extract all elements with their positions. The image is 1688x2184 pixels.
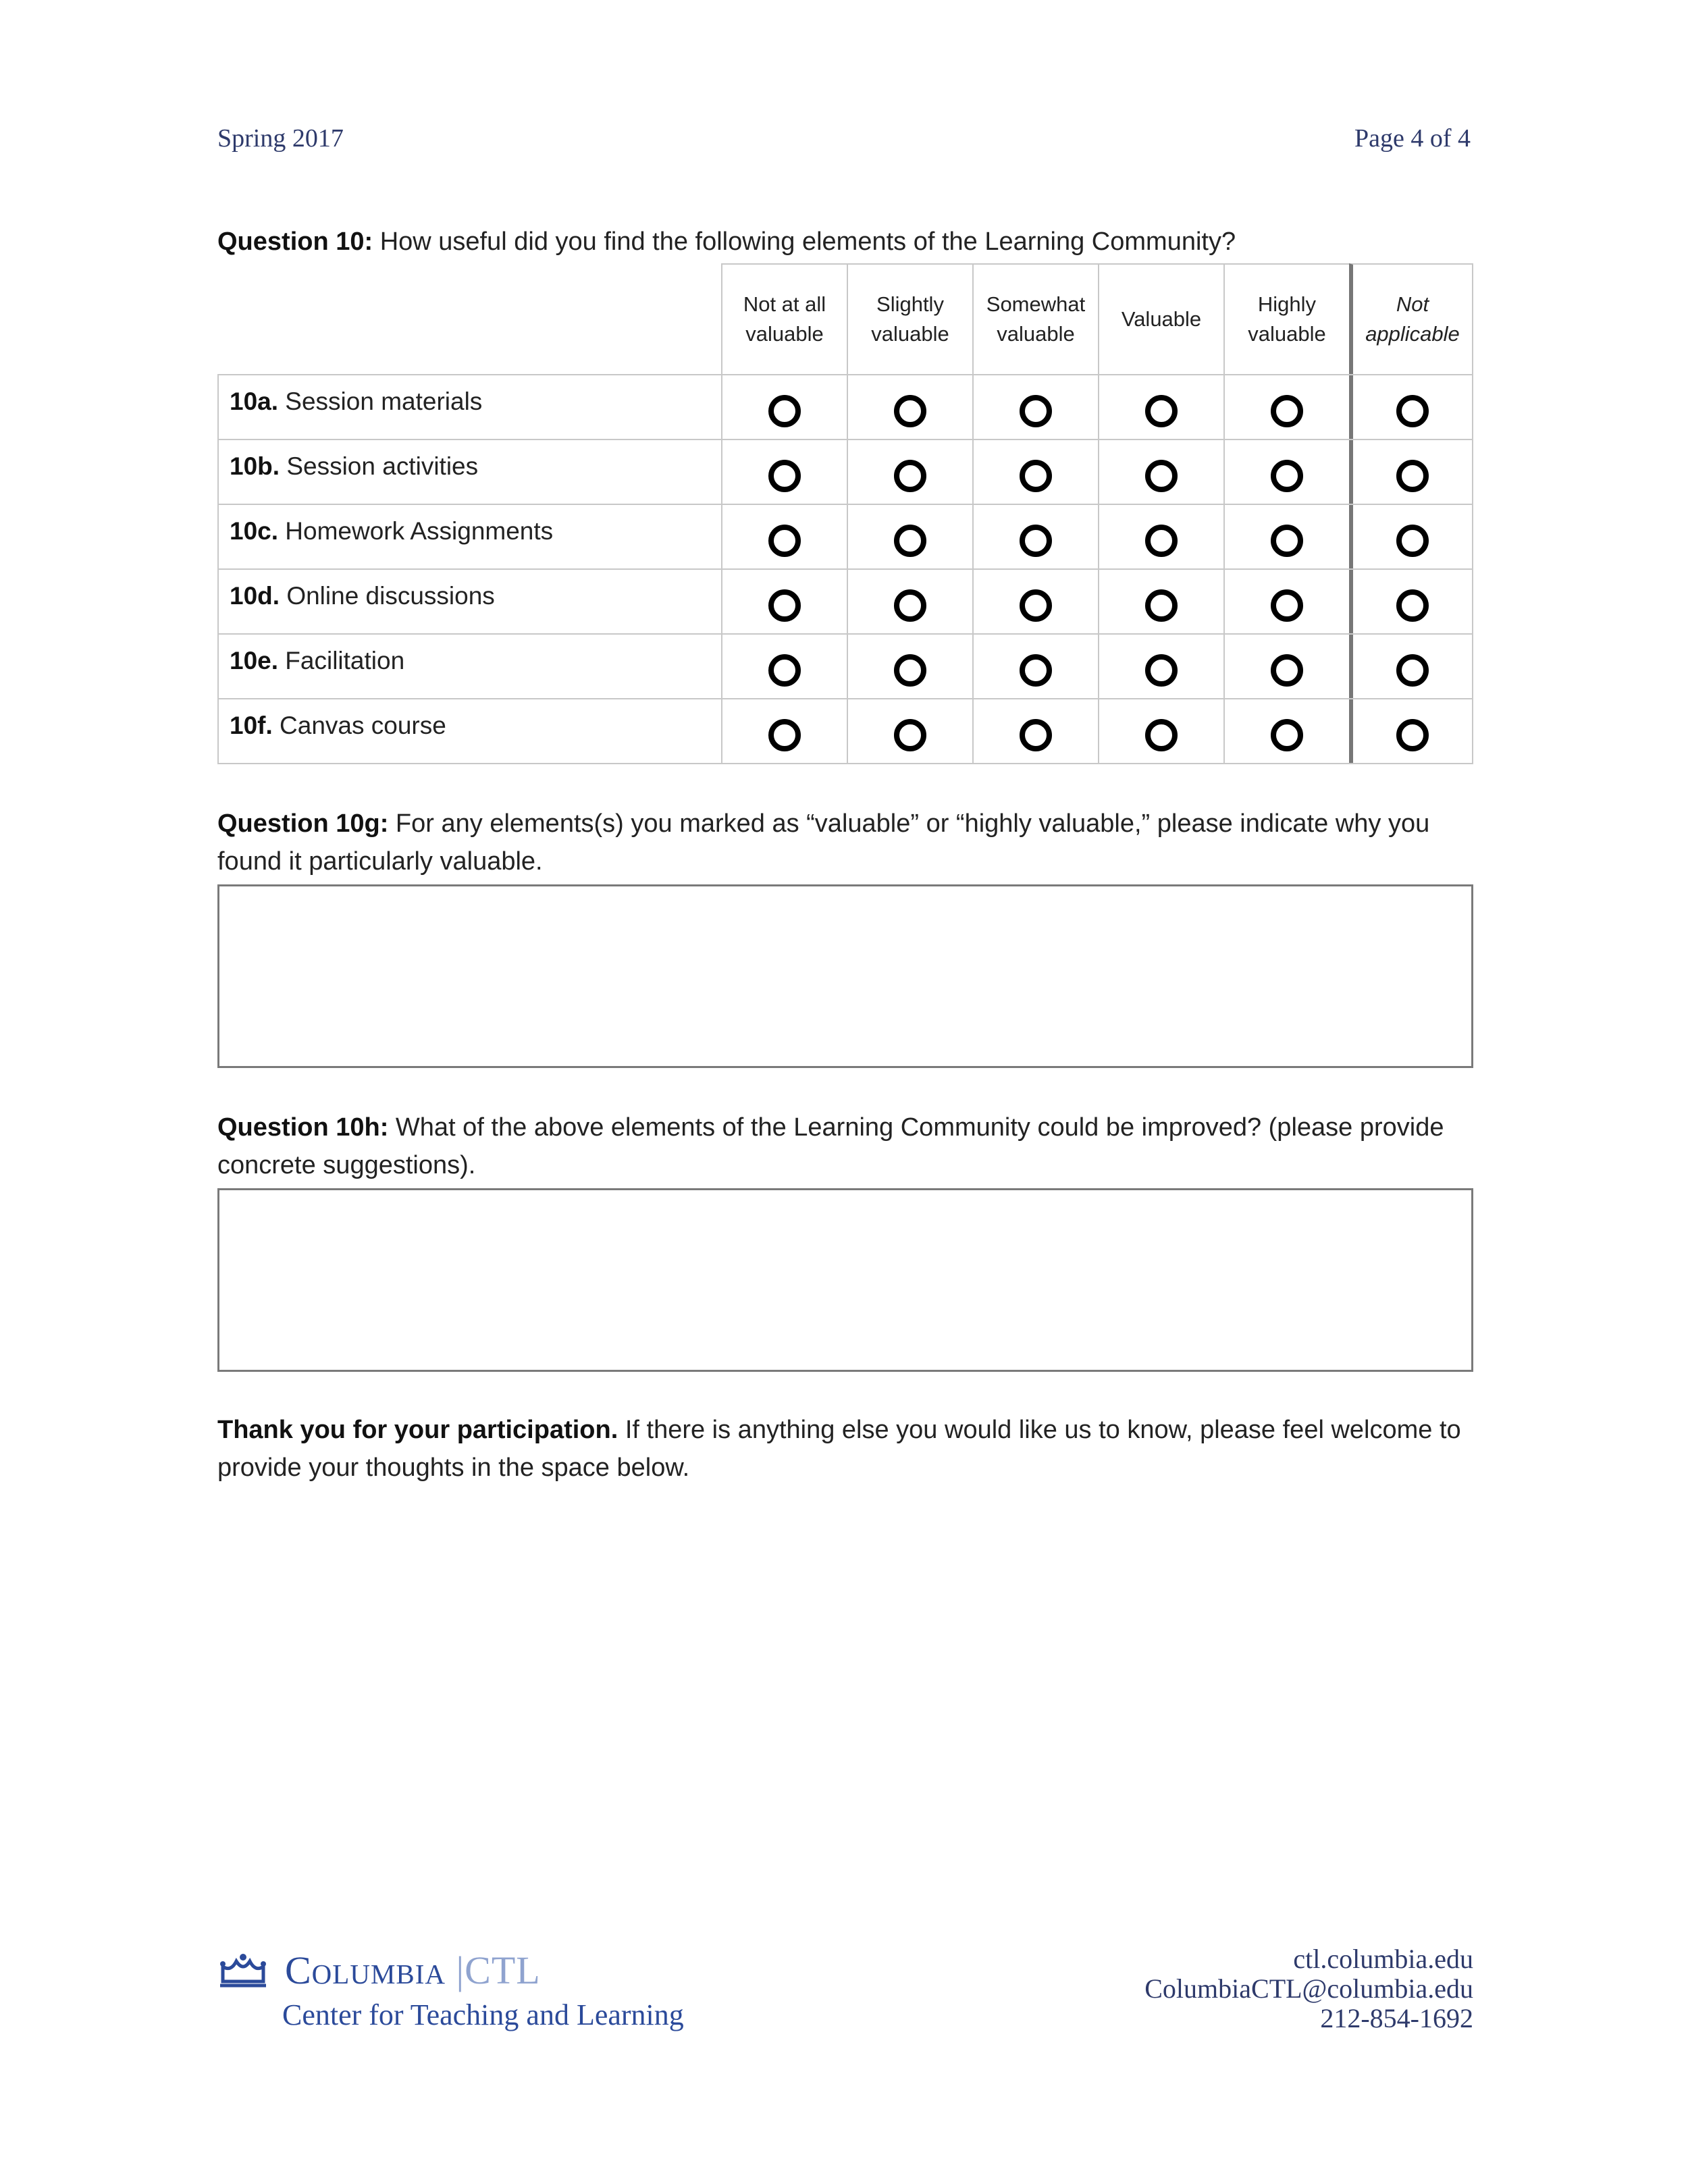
table-row [217,698,1473,763]
radio-not-applicable[interactable] [1396,460,1429,492]
rating-cell [721,440,847,505]
column-header-not-applicable: Not applicable [1349,263,1473,374]
table-row [217,374,1473,439]
row-label [217,375,721,440]
radio-somewhat-valuable[interactable] [1020,395,1052,427]
rating-cell [972,635,1098,699]
question-10g-prompt [217,805,1473,880]
radio-not-at-all-valuable[interactable] [768,395,801,427]
closing-note-label: Thank you for your participation. [217,1416,618,1444]
logo-divider: | [456,1948,465,1992]
rating-cell [1098,635,1223,699]
rating-cell [721,699,847,764]
row-label [217,505,721,570]
rating-cell [1349,570,1473,635]
question-10h-prompt [217,1109,1473,1184]
question-10h-label: Question 10h: [217,1113,389,1142]
rating-cell [1349,699,1473,764]
radio-slightly-valuable[interactable] [894,589,926,622]
row-label [217,635,721,699]
rating-cell [847,440,972,505]
rating-cell [1349,505,1473,570]
table-row [217,568,1473,633]
radio-not-at-all-valuable[interactable] [768,460,801,492]
contact-email[interactable]: ColumbiaCTL@columbia.edu [1144,1973,1473,2004]
row-label [217,570,721,635]
radio-highly-valuable[interactable] [1271,460,1303,492]
radio-highly-valuable[interactable] [1271,654,1303,687]
rating-cell [1098,505,1223,570]
rating-cell [721,635,847,699]
rating-cell [972,505,1098,570]
row-text: Online discussions [280,582,495,610]
columbia-ctl-logo [217,1948,704,2042]
radio-slightly-valuable[interactable] [894,395,926,427]
radio-not-applicable[interactable] [1396,654,1429,687]
contact-info [1144,1944,1473,2033]
column-header-not-at-all-valuable: Not at all valuable [721,263,847,374]
rating-cell [1098,699,1223,764]
rating-cell [1223,635,1349,699]
radio-not-at-all-valuable[interactable] [768,525,801,557]
question-10-text: How useful did you find the following elements of the Learning Community? [373,228,1236,256]
rating-cell [972,375,1098,440]
rating-grid [217,263,1473,764]
rating-cell [847,375,972,440]
rating-cell [1098,440,1223,505]
radio-valuable[interactable] [1145,719,1178,751]
radio-valuable[interactable] [1145,460,1178,492]
rating-cell [1223,570,1349,635]
rating-cell [1223,375,1349,440]
rating-cell [1349,375,1473,440]
rating-cell [1223,505,1349,570]
question-10-label: Question 10: [217,228,373,256]
radio-not-at-all-valuable[interactable] [768,719,801,751]
rating-cell [721,375,847,440]
contact-phone: 212-854-1692 [1320,2003,1473,2033]
radio-somewhat-valuable[interactable] [1020,719,1052,751]
column-header-highly-valuable: Highly valuable [1223,263,1349,374]
radio-not-applicable[interactable] [1396,525,1429,557]
radio-slightly-valuable[interactable] [894,460,926,492]
radio-not-applicable[interactable] [1396,719,1429,751]
closing-note [217,1411,1473,1487]
table-row [217,504,1473,568]
radio-not-at-all-valuable[interactable] [768,654,801,687]
radio-slightly-valuable[interactable] [894,525,926,557]
row-text: Facilitation [278,647,405,674]
radio-not-applicable[interactable] [1396,589,1429,622]
question-10-prompt [217,223,1473,261]
question-10h-answer-field[interactable] [217,1188,1473,1372]
contact-website[interactable]: ctl.columbia.edu [1293,1944,1473,1974]
radio-slightly-valuable[interactable] [894,719,926,751]
crown-icon [217,1952,269,1990]
rating-cell [721,570,847,635]
logo-ctl: CTL [465,1948,541,1992]
question-10h-text: What of the above elements of the Learning Community could be improved? (please provide concrete suggestions). [217,1113,1444,1179]
row-code: 10a. [230,388,279,415]
radio-highly-valuable[interactable] [1271,395,1303,427]
row-code: 10b. [230,452,280,480]
question-10g-text: For any elements(s) you marked as “valuable” or “highly valuable,” please indicate why you found it particularly valuable. [217,809,1430,876]
radio-not-at-all-valuable[interactable] [768,589,801,622]
column-header-somewhat-valuable: Somewhat valuable [972,263,1098,374]
table-row [217,439,1473,504]
radio-valuable[interactable] [1145,395,1178,427]
radio-valuable[interactable] [1145,589,1178,622]
question-10g-answer-field[interactable] [217,884,1473,1068]
radio-not-applicable[interactable] [1396,395,1429,427]
row-code: 10f. [230,712,273,739]
rating-cell [847,635,972,699]
radio-somewhat-valuable[interactable] [1020,460,1052,492]
rating-cell [721,505,847,570]
row-code: 10c. [230,517,279,545]
rating-cell [972,699,1098,764]
radio-slightly-valuable[interactable] [894,654,926,687]
row-code: 10e. [230,647,279,674]
row-text: Homework Assignments [278,517,554,545]
rating-cell [972,440,1098,505]
column-header-slightly-valuable: Slightly valuable [847,263,972,374]
table-row [217,633,1473,698]
rating-cell [847,505,972,570]
row-text: Session activities [280,452,479,480]
radio-valuable[interactable] [1145,654,1178,687]
logo-columbia-wordmark: Columbia [285,1948,446,1992]
rating-cell [847,699,972,764]
column-header-valuable: Valuable [1098,263,1223,374]
question-10g-label: Question 10g: [217,809,389,838]
radio-somewhat-valuable[interactable] [1020,525,1052,557]
radio-highly-valuable[interactable] [1271,589,1303,622]
row-text: Session materials [278,388,483,415]
radio-somewhat-valuable[interactable] [1020,654,1052,687]
rating-cell [972,570,1098,635]
radio-highly-valuable[interactable] [1271,525,1303,557]
rating-cell [1349,635,1473,699]
radio-valuable[interactable] [1145,525,1178,557]
rating-cell [847,570,972,635]
rating-cell [1098,570,1223,635]
logo-subtitle: Center for Teaching and Learning [282,1998,684,2031]
closing-note-text: If there is anything else you would like us to know, please feel welcome to provide your thoughts in the space below. [217,1416,1461,1482]
rating-cell [1223,440,1349,505]
row-label [217,440,721,505]
radio-highly-valuable[interactable] [1271,719,1303,751]
row-code: 10d. [230,582,280,610]
grid-bottom-border [217,763,1473,764]
radio-somewhat-valuable[interactable] [1020,589,1052,622]
rating-cell [1098,375,1223,440]
header-term: Spring 2017 [217,124,344,153]
row-text: Canvas course [272,712,446,739]
rating-cell [1349,440,1473,505]
rating-cell [1223,699,1349,764]
header-page-number: Page 4 of 4 [1354,124,1471,153]
row-label [217,699,721,764]
